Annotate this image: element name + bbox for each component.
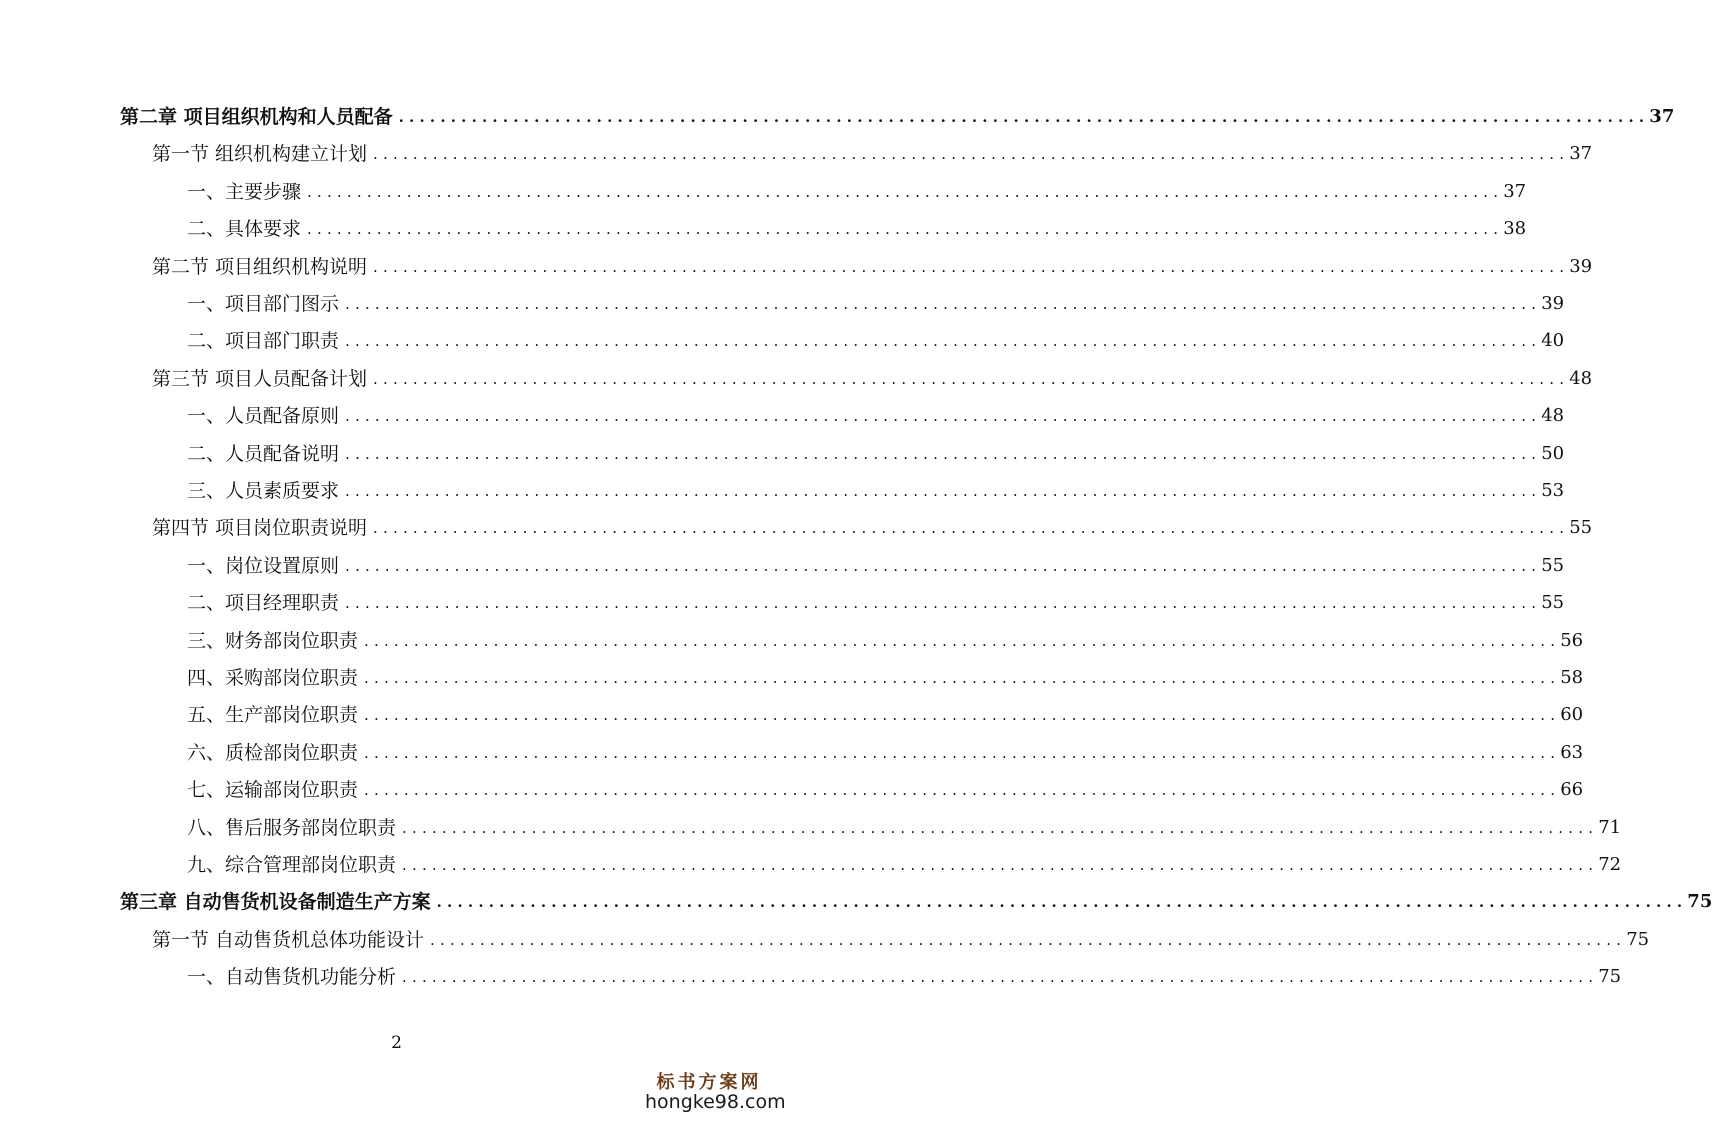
toc-leader-dots: ........................................................................................................................ (364, 669, 1561, 687)
toc-entry (187, 547, 1565, 577)
toc-entry-page: 75 (1598, 966, 1622, 988)
toc-entry-page: 55 (1541, 554, 1565, 576)
toc-entry (187, 472, 1565, 502)
toc-entry (152, 360, 1593, 390)
toc-entry (187, 659, 1584, 689)
toc-entry-page: 60 (1560, 704, 1584, 726)
toc-entry-title: 八、售后服务部岗位职责 (187, 816, 397, 839)
toc-entry-page: 75 (1687, 891, 1712, 913)
toc-leader-dots: ........................................................................................................................ (364, 781, 1561, 800)
toc-entry (187, 435, 1565, 465)
page-number: 2 (391, 1033, 402, 1053)
toc-leader-dots: ........................................................................................................................ (373, 145, 1570, 164)
toc-entry-title: 六、质检部岗位职责 (187, 741, 359, 764)
toc-leader-dots: ........................................................................................................................ (345, 482, 1542, 500)
toc-entry-title: 九、综合管理部岗位职责 (187, 854, 397, 876)
toc-leader-dots: ........................................................................................................................ (345, 332, 1542, 351)
toc-entry-title: 三、财务部岗位职责 (187, 629, 359, 652)
toc-leader-dots: ........................................................................................................................ (436, 893, 1688, 912)
toc-leader-dots: ........................................................................................................................ (345, 556, 1542, 575)
toc-entry-title: 一、主要步骤 (187, 180, 302, 203)
toc-entry-title: 第二节 项目组织机构说明 (152, 255, 368, 278)
toc-entry-page: 55 (1541, 592, 1565, 614)
toc-entry-title: 二、项目部门职责 (187, 330, 340, 353)
toc-entry (120, 98, 1675, 128)
toc-entry-title: 一、岗位设置原则 (187, 554, 340, 577)
toc-entry (187, 958, 1622, 989)
toc-leader-dots: ........................................................................................................................ (307, 182, 1504, 201)
toc-entry (187, 210, 1527, 241)
toc-entry-title: 第四节 项目岗位职责说明 (152, 517, 368, 540)
toc-leader-dots: ........................................................................................................................ (373, 369, 1570, 388)
toc-entry (187, 809, 1622, 839)
toc-entry-title: 一、自动售货机功能分析 (187, 966, 397, 989)
toc-entry-page: 71 (1598, 816, 1622, 838)
toc-entry-title: 第二章 项目组织机构和人员配备 (120, 106, 393, 128)
toc-leader-dots: ........................................................................................................................ (402, 968, 1599, 987)
toc-leader-dots: ........................................................................................................................ (345, 594, 1542, 613)
toc-entry-page: 50 (1541, 442, 1565, 464)
toc-entry (152, 248, 1593, 278)
toc-leader-dots: ........................................................................................................................ (345, 407, 1542, 426)
toc-entry-page: 63 (1560, 741, 1584, 763)
toc-entry-page: 39 (1541, 293, 1565, 314)
toc-entry (187, 584, 1565, 615)
toc-entry-page: 58 (1560, 667, 1584, 688)
toc-leader-dots: ........................................................................................................................ (345, 295, 1542, 313)
toc-entry-page: 53 (1541, 480, 1565, 501)
toc-entry (187, 846, 1622, 876)
toc-leader-dots: ........................................................................................................................ (364, 631, 1561, 650)
toc-leader-dots: ........................................................................................................................ (364, 706, 1561, 725)
toc-entry-title: 七、运输部岗位职责 (187, 779, 359, 802)
toc-entry-page: 39 (1569, 255, 1593, 277)
toc-entry-page: 48 (1569, 367, 1593, 389)
toc-entry-title: 二、具体要求 (187, 218, 302, 241)
toc-entry-title: 第三节 项目人员配备计划 (152, 367, 368, 390)
toc-entry-page: 55 (1569, 517, 1593, 539)
toc-leader-dots: ........................................................................................................................ (373, 519, 1570, 538)
toc-entry (187, 322, 1565, 353)
toc-entry-page: 38 (1503, 218, 1527, 240)
toc-entry-title: 第三章 自动售货机设备制造生产方案 (120, 891, 431, 914)
toc-entry-title: 二、项目经理职责 (187, 592, 340, 615)
toc-entry (187, 397, 1565, 428)
toc-entry-title: 五、生产部岗位职责 (187, 704, 359, 727)
toc-entry (187, 696, 1584, 727)
toc-entry (152, 921, 1650, 951)
toc-entry-page: 37 (1503, 180, 1527, 202)
toc-entry-title: 一、人员配备原则 (187, 405, 340, 428)
toc-entry-page: 72 (1598, 854, 1622, 875)
toc-entry-page: 37 (1569, 143, 1593, 165)
toc-entry (152, 509, 1593, 540)
toc-entry (187, 771, 1584, 802)
toc-entry-page: 75 (1626, 928, 1650, 950)
toc-entry (187, 173, 1527, 203)
toc-leader-dots: ........................................................................................................................ (398, 108, 1650, 126)
toc-entry (187, 734, 1584, 764)
toc-entry-title: 四、采购部岗位职责 (187, 667, 359, 689)
toc-leader-dots: ........................................................................................................................ (402, 818, 1599, 837)
toc-entry (120, 883, 1712, 914)
toc-leader-dots: ........................................................................................................................ (364, 743, 1561, 762)
toc-entry-page: 48 (1541, 405, 1565, 427)
toc-entry-title: 第一节 组织机构建立计划 (152, 143, 368, 166)
toc-entry-title: 一、项目部门图示 (187, 293, 340, 315)
toc-entry-title: 第一节 自动售货机总体功能设计 (152, 928, 425, 951)
toc-entry-title: 二、人员配备说明 (187, 442, 340, 465)
watermark-title: 标书方案网 (656, 1072, 762, 1093)
toc-leader-dots: ........................................................................................................................ (307, 220, 1504, 239)
toc-entry-page: 37 (1649, 106, 1675, 127)
toc-leader-dots: ........................................................................................................................ (373, 257, 1570, 276)
toc-leader-dots: ........................................................................................................................ (402, 856, 1599, 874)
toc-leader-dots: ........................................................................................................................ (430, 930, 1627, 949)
toc-entry (187, 622, 1584, 652)
toc-entry-page: 56 (1560, 629, 1584, 651)
toc-entry (152, 135, 1593, 166)
watermark-url: hongke98.com (645, 1091, 786, 1113)
toc-entry-page: 66 (1560, 779, 1584, 801)
toc-entry-page: 40 (1541, 330, 1565, 352)
toc-entry-title: 三、人员素质要求 (187, 480, 340, 502)
toc-leader-dots: ........................................................................................................................ (345, 444, 1542, 463)
toc-entry (187, 285, 1565, 315)
